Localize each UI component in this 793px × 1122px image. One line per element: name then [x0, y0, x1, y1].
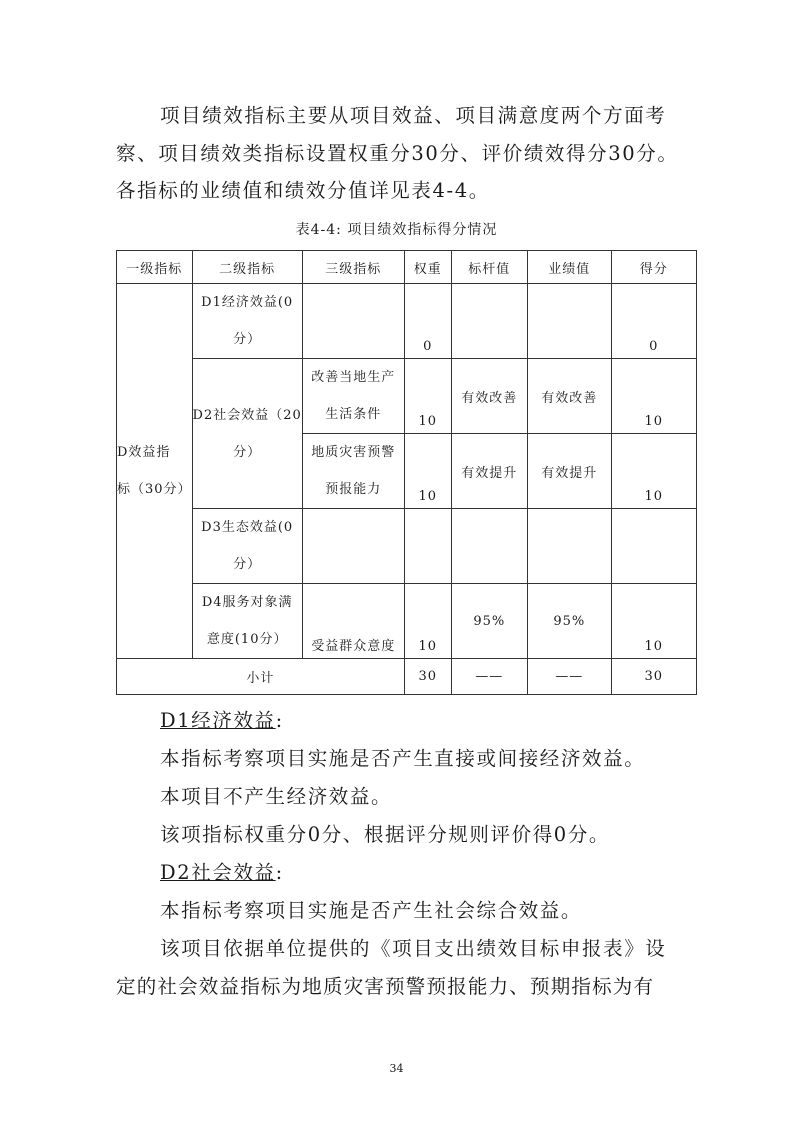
header-benchmark: 标杆值 [451, 251, 527, 284]
d2-paragraph-2-line-1: 该项目依据单位提供的《项目支出绩效目标申报表》设 [160, 937, 667, 960]
level1-line2: 标（30分） [117, 482, 192, 497]
level2-text-cont: 意度(10分） [206, 632, 288, 647]
benchmark-cell [451, 509, 527, 584]
intro-line-2: 察、项目绩效类指标设置权重分30分、评价绩效得分30分。 [116, 142, 679, 165]
benchmark-cell [451, 284, 527, 359]
weight-cell: 10 [404, 434, 451, 509]
weight-cell: 10 [404, 359, 451, 434]
header-level1: 一级指标 [117, 251, 193, 284]
intro-line-3: 各指标的业绩值和绩效分值详见表4-4。 [116, 179, 490, 202]
d1-heading-colon: : [275, 709, 284, 732]
subtotal-label: 小计 [117, 659, 405, 695]
level3-text-cont: 预报能力 [325, 482, 382, 497]
score-cell: 10 [611, 434, 696, 509]
level2-text: D2社会效益（20 [192, 407, 302, 423]
header-actual: 业绩值 [527, 251, 611, 284]
table-caption: 表4-4: 项目绩效指标得分情况 [295, 222, 498, 238]
performance-table [116, 250, 697, 695]
header-level2: 二级指标 [192, 251, 302, 284]
actual-cell: 有效改善 [527, 359, 611, 434]
weight-cell: 10 [404, 584, 451, 659]
actual-cell [527, 284, 611, 359]
subtotal-row [117, 659, 697, 695]
level1-cell [117, 284, 193, 659]
level3-text: 改善当地生产 [311, 370, 396, 385]
d1-paragraph-2: 本项目不产生经济效益。 [160, 785, 393, 808]
subtotal-weight: 30 [404, 659, 451, 695]
level3-cell [302, 284, 404, 359]
score-cell: 10 [611, 584, 696, 659]
d1-heading [160, 703, 725, 738]
level2-cell [192, 359, 302, 509]
score-cell: 10 [611, 359, 696, 434]
d1-paragraph-1: 本指标考察项目实施是否产生直接或间接经济效益。 [160, 747, 646, 770]
level2-text-cont: 分） [233, 332, 262, 347]
d2-paragraph-2-line-2: 定的社会效益指标为地质灾害预警预报能力、预期指标为有 [116, 975, 655, 998]
level2-text-cont: 分） [233, 444, 262, 460]
d1-paragraph-3: 该项指标权重分0分、根据评分规则评价得0分。 [160, 823, 611, 846]
weight-cell: 0 [404, 284, 451, 359]
table-row [117, 284, 697, 359]
subtotal-actual: —— [527, 659, 611, 695]
weight-cell [404, 509, 451, 584]
subtotal-benchmark: —— [451, 659, 527, 695]
header-level3: 三级指标 [302, 251, 404, 284]
header-score: 得分 [611, 251, 696, 284]
level1-line1: D效益指 [117, 445, 171, 460]
actual-cell [527, 509, 611, 584]
benchmark-cell: 有效提升 [451, 434, 527, 509]
level2-cell [192, 509, 302, 584]
level3-cell: 受益群众意度 [302, 584, 404, 659]
level2-text: D3生态效益(0 [201, 520, 294, 535]
level2-cell [192, 284, 302, 359]
subtotal-score: 30 [611, 659, 696, 695]
score-cell [611, 509, 696, 584]
level2-text: D4服务对象满 [201, 595, 293, 610]
benchmark-cell: 有效改善 [451, 359, 527, 434]
table-row [117, 359, 697, 434]
header-weight: 权重 [404, 251, 451, 284]
table-row [117, 584, 697, 659]
level3-cell [302, 434, 404, 509]
table-row [117, 509, 697, 584]
table-header-row [117, 251, 697, 284]
d2-heading-text: D2社会效益 [160, 861, 276, 884]
score-cell: 0 [611, 284, 696, 359]
benchmark-cell: 95% [451, 584, 527, 659]
level3-cell [302, 509, 404, 584]
level2-text-cont: 分） [233, 557, 262, 572]
actual-cell: 有效提升 [527, 434, 611, 509]
level2-cell [192, 584, 302, 659]
d2-heading [160, 855, 725, 890]
d2-paragraph-1: 本指标考察项目实施是否产生社会综合效益。 [160, 899, 583, 922]
level3-cell [302, 359, 404, 434]
level2-text: D1经济效益(0 [201, 295, 294, 310]
d2-heading-colon: : [275, 861, 284, 884]
level3-text: 地质灾害预警 [311, 445, 396, 460]
actual-cell: 95% [527, 584, 611, 659]
d1-heading-text: D1经济效益 [160, 709, 276, 732]
page-number: 34 [389, 1062, 404, 1075]
intro-line-1: 项目绩效指标主要从项目效益、项目满意度两个方面考 [160, 104, 667, 127]
level3-text-cont: 生活条件 [325, 407, 382, 422]
